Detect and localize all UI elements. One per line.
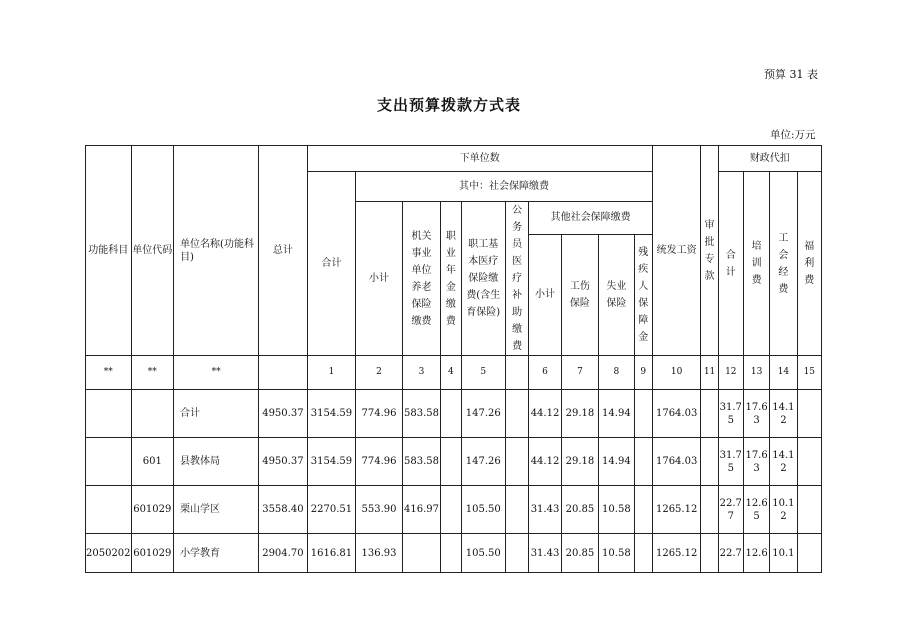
table-cell: 10.58 [599,486,634,534]
table-row [86,486,822,534]
col-number: 1 [307,356,356,390]
table-cell: 1265.12 [652,486,701,534]
table-cell: 147.26 [461,390,506,438]
table-cell: 3558.40 [259,486,308,534]
col-number: 4 [441,356,461,390]
col-number: 2 [356,356,403,390]
table-cell: 2270.51 [307,486,356,534]
table-cell: 14.12 [770,390,797,438]
header-fiscal-sum: 合计 [718,172,743,356]
table-cell: 601 [131,438,174,486]
table-cell: 1616.81 [307,534,356,573]
table-cell: 105.50 [461,486,506,534]
col-number: ** [86,356,132,390]
table-body [86,390,822,573]
table-cell: 136.93 [356,534,403,573]
table-cell: 县教体局 [174,438,259,486]
table-cell: 29.18 [561,438,598,486]
table-cell: 17.63 [743,438,769,486]
table-cell [131,390,174,438]
table-cell: 10.58 [599,534,634,573]
table-cell [402,534,440,573]
table-cell [701,390,718,438]
col-number: ** [174,356,259,390]
budget-table [85,145,822,573]
table-cell: 44.12 [529,390,561,438]
col-number [259,356,308,390]
table-cell: 栗山学区 [174,486,259,534]
table-cell [86,438,132,486]
table-cell: 601029 [131,534,174,573]
table-cell: 4950.37 [259,390,308,438]
table-cell: 29.18 [561,390,598,438]
table-cell [701,486,718,534]
table-cell: 3154.59 [307,438,356,486]
table-cell: 553.90 [356,486,403,534]
col-number: ** [131,356,174,390]
table-cell: 583.58 [402,390,440,438]
header-training: 培训费 [743,172,769,356]
col-number: 3 [402,356,440,390]
header-pension: 机关事业单位养老保险缴费 [402,202,440,356]
table-cell: 105.50 [461,534,506,573]
budget-table-container [85,145,822,573]
header-injury: 工伤保险 [561,234,598,355]
header-unit-name: 单位名称(功能科目) [174,146,259,356]
col-number: 13 [743,356,769,390]
table-cell [441,486,461,534]
table-cell: 44.12 [529,438,561,486]
header-wage: 统发工资 [652,146,701,356]
table-row [86,534,822,573]
header-welfare: 福利费 [797,172,821,356]
header-total: 总计 [259,146,308,356]
header-medical: 职工基本医疗保险缴费(含生育保险) [461,202,506,356]
header-unit-code: 单位代码 [131,146,174,356]
header-union: 工会经费 [770,172,797,356]
table-cell: 1764.03 [652,438,701,486]
table-cell: 2904.70 [259,534,308,573]
table-cell: 12.6 [743,534,769,573]
table-cell: 774.96 [356,390,403,438]
table-cell [634,390,652,438]
table-cell [701,534,718,573]
table-cell [797,390,821,438]
table-cell: 合计 [174,390,259,438]
col-number: 14 [770,356,797,390]
table-cell: 31.75 [718,390,743,438]
table-cell: 1265.12 [652,534,701,573]
header-lower-unit: 下单位数 [307,146,652,172]
table-cell [441,390,461,438]
header-social-security: 其中：社会保障缴费 [356,172,653,202]
col-number: 15 [797,356,821,390]
table-cell: 31.43 [529,534,561,573]
table-cell: 17.63 [743,390,769,438]
table-cell: 14.12 [770,438,797,486]
header-civil-medical: 公务员医疗补助缴费 [506,202,529,356]
header-social-subtotal: 小计 [356,202,403,356]
table-cell: 12.65 [743,486,769,534]
table-cell: 20.85 [561,486,598,534]
table-cell [797,486,821,534]
table-cell [506,486,529,534]
header-annuity: 职业年金缴费 [441,202,461,356]
table-cell [86,486,132,534]
header-function-subject: 功能科目 [86,146,132,356]
table-cell: 416.97 [402,486,440,534]
table-cell [634,486,652,534]
table-cell [506,438,529,486]
table-cell: 4950.37 [259,438,308,486]
table-cell: 147.26 [461,438,506,486]
col-number: 7 [561,356,598,390]
table-cell [634,534,652,573]
header-fiscal-withhold: 财政代扣 [718,146,821,172]
header-other-social: 其他社会保障缴费 [529,202,653,235]
table-cell: 583.58 [402,438,440,486]
table-cell [86,390,132,438]
header-disabled: 残疾人保障金 [634,234,652,355]
table-cell [797,534,821,573]
page-title: 支出预算拨款方式表 [376,96,521,114]
table-cell: 1764.03 [652,390,701,438]
table-cell: 10.1 [770,534,797,573]
header-unemployment: 失业保险 [599,234,634,355]
col-number: 5 [461,356,506,390]
col-number: 8 [599,356,634,390]
col-number: 12 [718,356,743,390]
table-cell [506,390,529,438]
header-other-subtotal: 小计 [529,234,561,355]
table-cell: 3154.59 [307,390,356,438]
table-cell: 20.85 [561,534,598,573]
header-lower-sum: 合计 [307,172,356,356]
table-cell: 14.94 [599,438,634,486]
table-row [86,438,822,486]
col-number: 9 [634,356,652,390]
column-number-row [86,356,822,390]
unit-label: 单位:万元 [770,129,816,141]
table-cell [441,438,461,486]
table-cell [701,438,718,486]
table-cell [441,534,461,573]
table-cell: 601029 [131,486,174,534]
table-row [86,390,822,438]
table-cell: 22.77 [718,486,743,534]
table-cell: 2050202 [86,534,132,573]
col-number: 6 [529,356,561,390]
table-cell: 22.7 [718,534,743,573]
header-approved-fund: 审批专款 [701,146,718,356]
col-number [506,356,529,390]
col-number: 11 [701,356,718,390]
table-cell [797,438,821,486]
table-cell: 10.12 [770,486,797,534]
table-cell: 31.75 [718,438,743,486]
table-number-tag: 预算 31 表 [764,68,818,81]
table-cell [506,534,529,573]
col-number: 10 [652,356,701,390]
table-cell: 小学教育 [174,534,259,573]
table-cell: 31.43 [529,486,561,534]
table-cell: 14.94 [599,390,634,438]
table-cell [634,438,652,486]
table-cell: 774.96 [356,438,403,486]
